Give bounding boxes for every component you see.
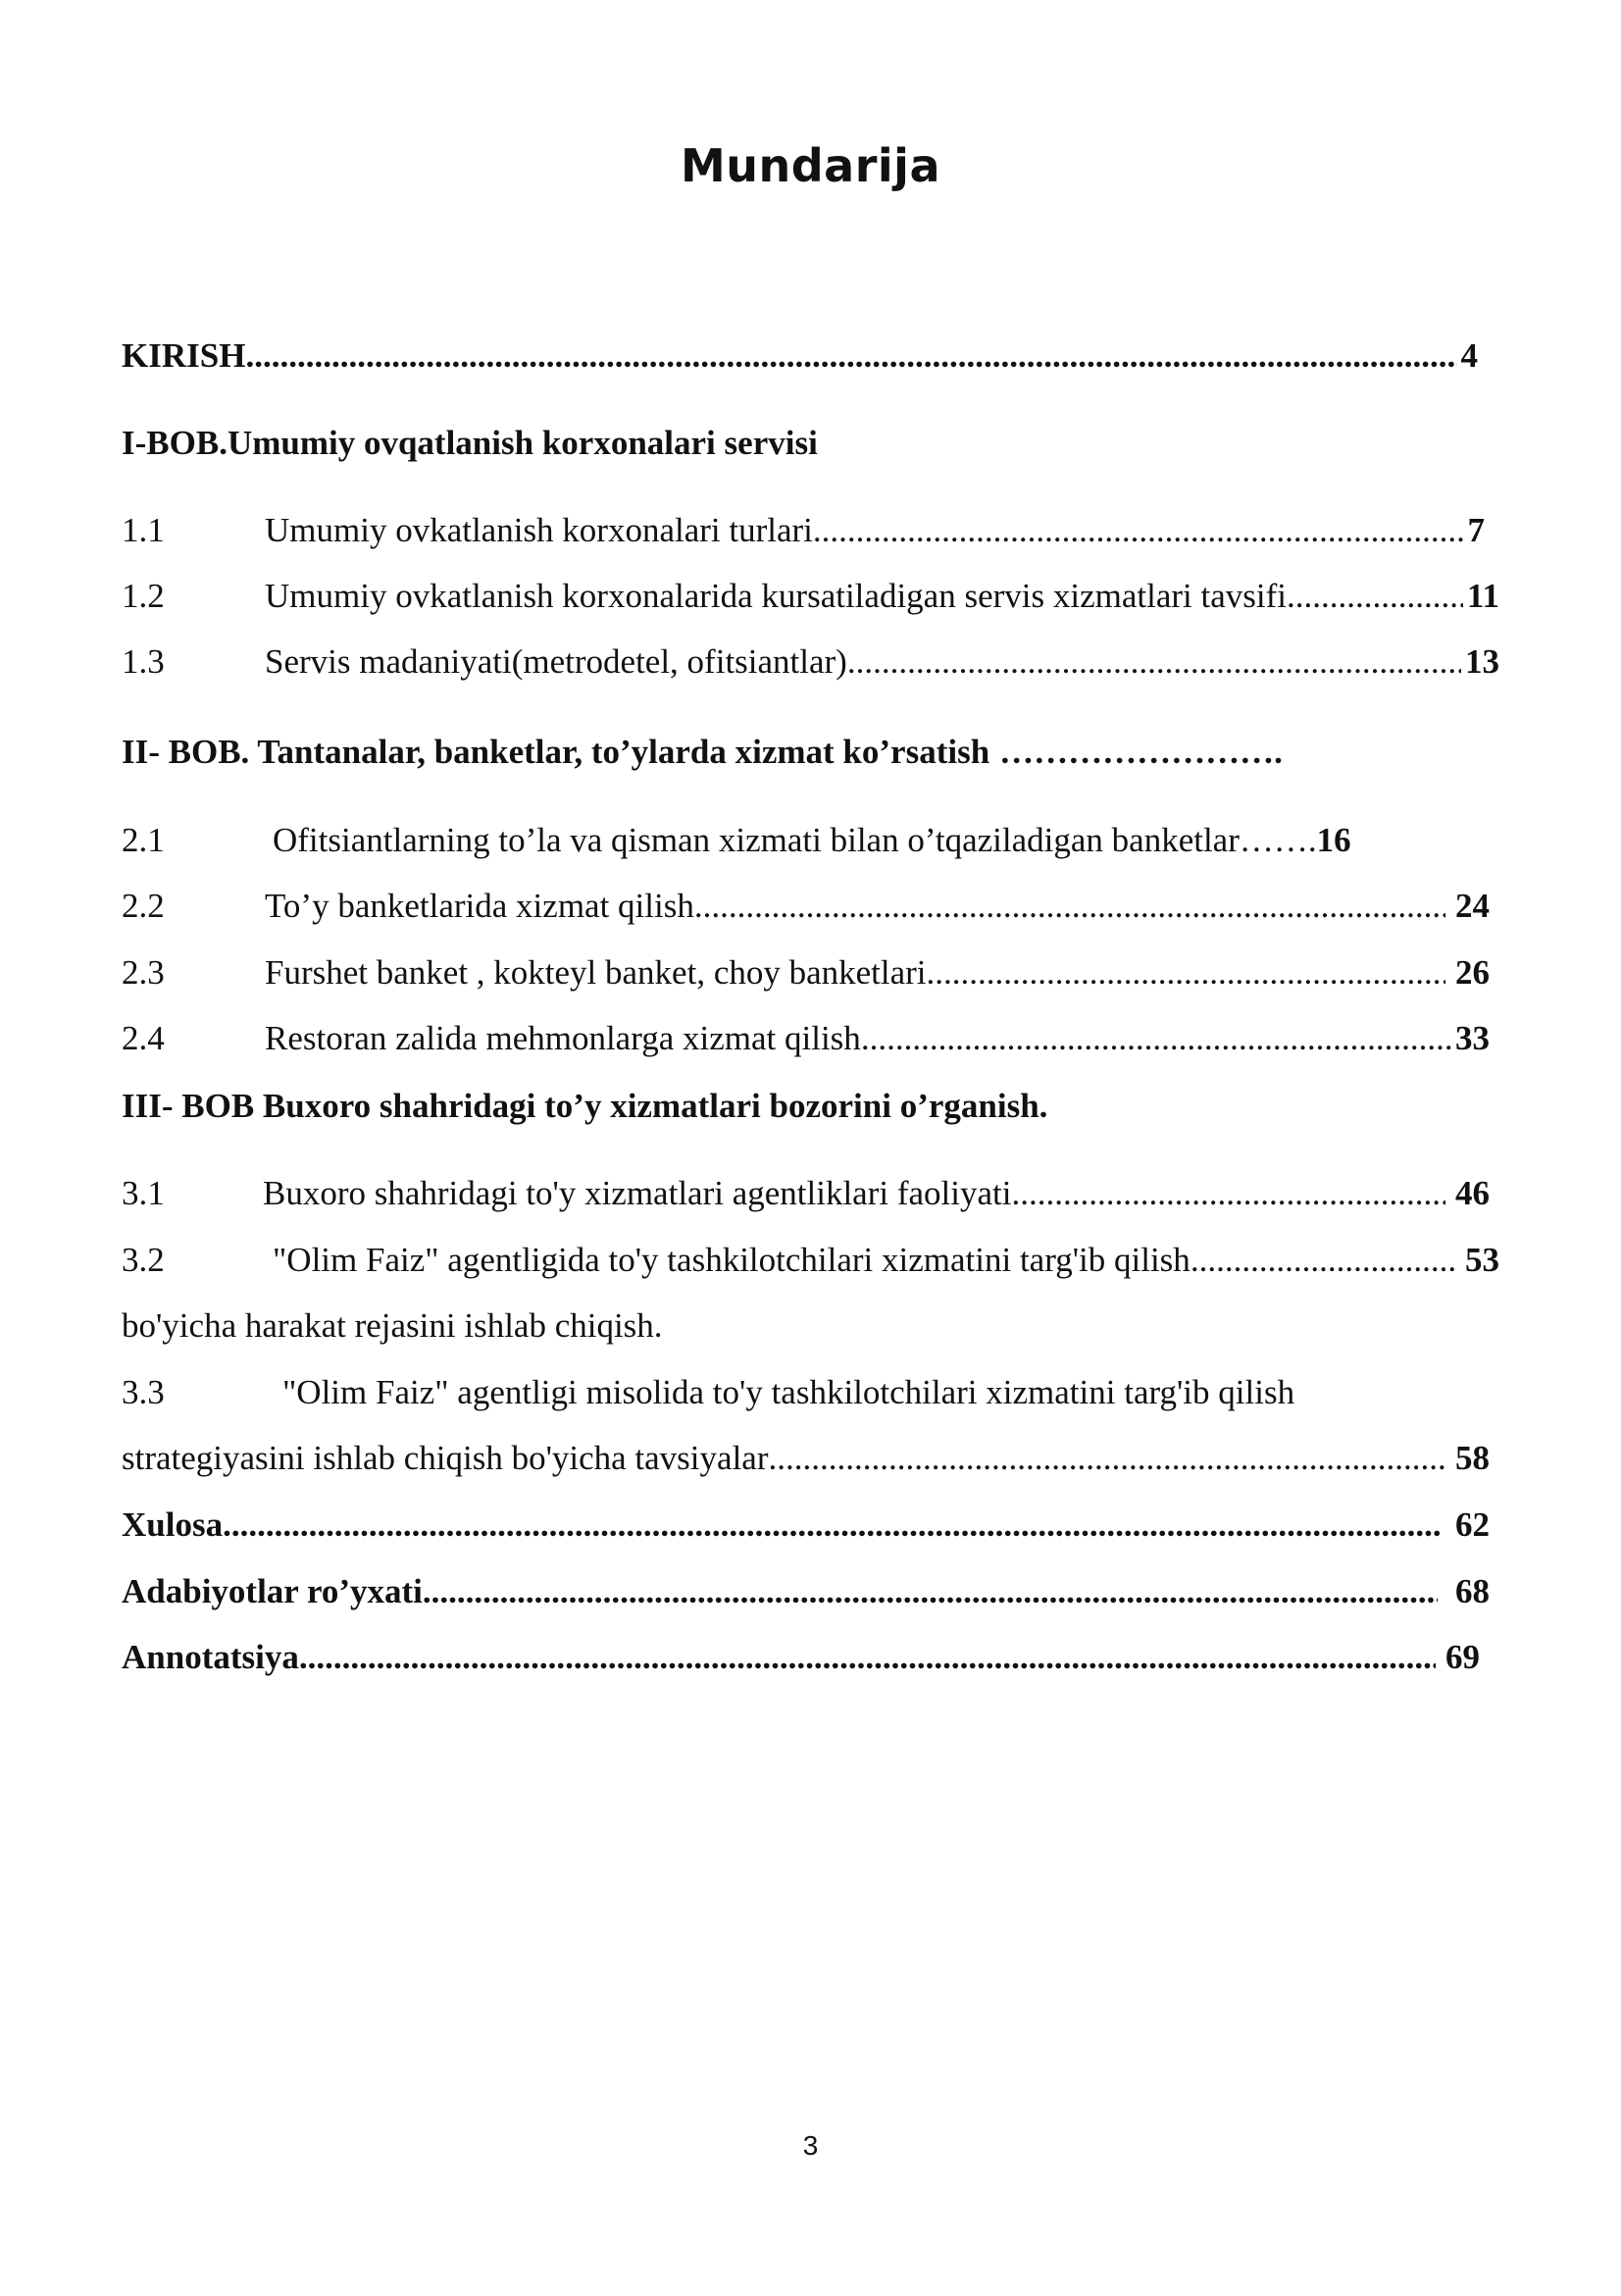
toc-section-number: 3.2 <box>122 1241 165 1279</box>
toc-section-number: 3.1 <box>122 1174 165 1212</box>
toc-chapter-2[interactable] <box>122 731 1499 774</box>
toc-chapter-text: I-BOB.Umumiy ovqatlanish korxonalari servisi <box>122 424 818 462</box>
toc-section-number: 1.1 <box>122 511 165 549</box>
toc-section-number: 1.2 <box>122 577 165 615</box>
toc-section-number: 2.3 <box>122 953 165 992</box>
toc-entry-text: Furshet banket , kokteyl banket, choy banketlari <box>265 953 927 992</box>
toc-section-number: 2.2 <box>122 887 165 925</box>
toc-page-number: 69 <box>1445 1638 1480 1676</box>
toc-entry-2-3[interactable] <box>122 951 1490 995</box>
toc-entry-2-4[interactable] <box>122 1017 1490 1060</box>
toc-page-number: 58 <box>1455 1439 1490 1477</box>
toc-entry-text: KIRISH <box>122 336 246 375</box>
toc-entry-xulosa[interactable] <box>122 1504 1490 1547</box>
toc-leader <box>423 1570 1438 1613</box>
toc-leader <box>694 885 1445 928</box>
toc-leader <box>1287 575 1463 618</box>
toc-entry-1-3[interactable] <box>122 640 1499 684</box>
toc-leader <box>223 1504 1442 1547</box>
page-title: Mundarija <box>680 139 940 192</box>
toc-page-number: 13 <box>1465 642 1499 681</box>
toc-leader <box>1011 1172 1445 1215</box>
toc-leader <box>299 1636 1436 1679</box>
toc-leader <box>813 509 1464 552</box>
toc-leader <box>861 1017 1451 1060</box>
toc-page-number: 26 <box>1455 953 1490 992</box>
toc-leader <box>847 640 1461 684</box>
toc-leader <box>1190 1239 1457 1282</box>
toc-entry-1-1[interactable] <box>122 509 1485 552</box>
toc-entry-text: "Olim Faiz" agentligi misolida to'y tashkilotchilari xizmatini targ'ib qilish <box>282 1373 1295 1411</box>
toc-page-number: 46 <box>1455 1174 1490 1212</box>
toc-section-number: 2.4 <box>122 1019 165 1057</box>
toc-entry-annotatsiya[interactable] <box>122 1636 1480 1679</box>
toc-page-number: 4 <box>1460 336 1478 375</box>
toc-page-number: 53 <box>1465 1241 1499 1279</box>
toc-entry-adabiyotlar[interactable] <box>122 1570 1490 1613</box>
toc-chapter-3[interactable] <box>122 1085 1499 1128</box>
toc-page-number: 24 <box>1455 887 1490 925</box>
toc-chapter-text: II- BOB. Tantanalar, banketlar, to’ylarda xizmat ko’rsatish <box>122 733 990 771</box>
toc-entry-text: To’y banketlarida xizmat qilish <box>265 887 694 925</box>
toc-entry-3-3[interactable] <box>122 1371 1499 1414</box>
toc-entry-3-2-continued <box>122 1304 1499 1348</box>
toc-entry-text: bo'yicha harakat rejasini ishlab chiqish. <box>122 1306 663 1345</box>
toc-page-number: 16 <box>1316 821 1351 859</box>
toc-entry-text: Servis madaniyati(metrodetel, ofitsiantlar) <box>265 642 847 681</box>
page-number-footer: 3 <box>802 2130 819 2161</box>
toc-entry-text: strategiyasini ishlab chiqish bo'yicha tavsiyalar <box>122 1439 769 1477</box>
toc-section-number: 1.3 <box>122 642 165 681</box>
toc-entry-text: "Olim Faiz" agentligida to'y tashkilotchilari xizmatini targ'ib qilish <box>273 1241 1190 1279</box>
toc-entry-text: Ofitsiantlarning to’la va qisman xizmati bilan o’tqaziladigan banketlar……. <box>273 821 1317 859</box>
toc-leader: ……………………. <box>999 733 1283 771</box>
toc-page-number: 7 <box>1467 511 1485 549</box>
toc-entry-text: Restoran zalida mehmonlarga xizmat qilish <box>265 1019 861 1057</box>
toc-page-number: 62 <box>1455 1505 1490 1544</box>
toc-entry-1-2[interactable] <box>122 575 1499 618</box>
toc-entry-3-1[interactable] <box>122 1172 1490 1215</box>
toc-entry-2-2[interactable] <box>122 885 1490 928</box>
toc-entry-kirish[interactable] <box>122 334 1478 378</box>
toc-chapter-text: III- BOB Buxoro shahridagi to’y xizmatlari bozorini o’rganish. <box>122 1087 1048 1125</box>
toc-entry-text: Umumiy ovkatlanish korxonalari turlari <box>265 511 813 549</box>
toc-page-number: 33 <box>1455 1019 1490 1057</box>
toc-entry-text: Annotatsiya <box>122 1638 299 1676</box>
toc-page-number: 11 <box>1466 577 1499 615</box>
toc-leader <box>768 1437 1445 1480</box>
toc-chapter-1[interactable] <box>122 422 1478 465</box>
toc-entry-text: Buxoro shahridagi to'y xizmatlari agentliklari faoliyati <box>263 1174 1012 1212</box>
toc-page-number: 68 <box>1455 1572 1490 1610</box>
toc-section-number: 2.1 <box>122 821 165 859</box>
toc-entry-3-3-continued[interactable] <box>122 1437 1490 1480</box>
toc-entry-text: Umumiy ovkatlanish korxonalarida kursatiladigan servis xizmatlari tavsifi <box>265 577 1287 615</box>
toc-leader <box>245 334 1456 378</box>
toc-entry-text: Adabiyotlar ro’yxati <box>122 1572 423 1610</box>
toc-section-number: 3.3 <box>122 1373 165 1411</box>
toc-entry-2-1[interactable] <box>122 819 1499 862</box>
toc-leader <box>927 951 1445 995</box>
toc-entry-text: Xulosa <box>122 1505 224 1544</box>
toc-entry-3-2[interactable] <box>122 1239 1499 1282</box>
